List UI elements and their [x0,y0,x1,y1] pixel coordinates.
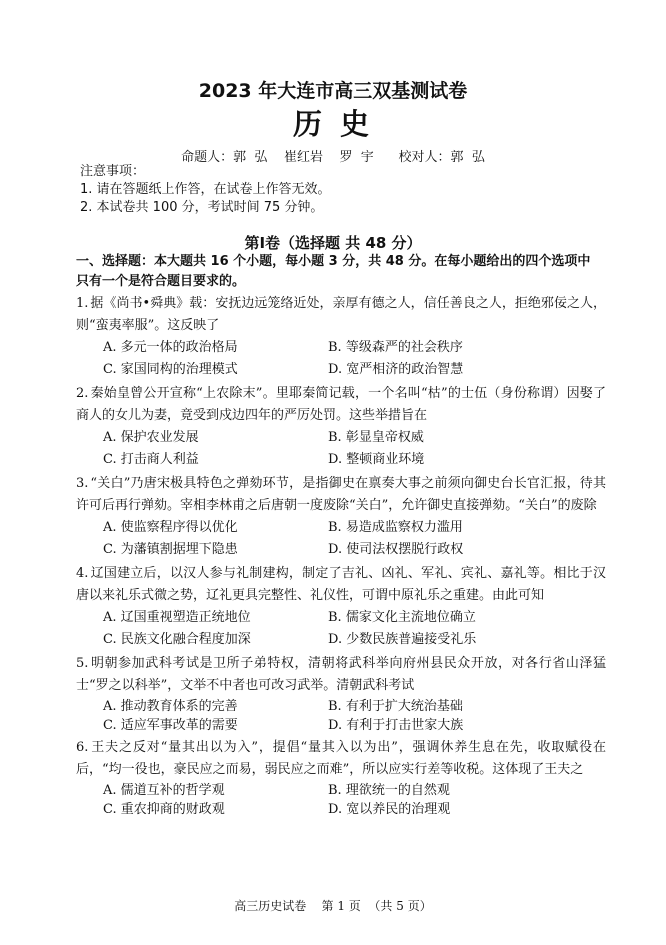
options [76,781,606,819]
option-c: C. 民族文化融合程度加深 [103,632,251,647]
notes-item: 1. 请在答题纸上作答，在试卷上作答无效。 [80,182,331,197]
question-6 [76,737,606,819]
option-d: D. 少数民族普遍接受礼乐 [328,632,477,647]
option-a: A. 多元一体的政治格局 [103,340,238,355]
option-c: C. 打击商人利益 [103,452,199,467]
option-b: B. 彰显皇帝权威 [328,430,424,445]
options [76,697,606,735]
option-c: C. 家国同构的治理模式 [103,362,238,377]
notes-item: 2. 本试卷共 100 分，考试时间 75 分钟。 [80,200,324,215]
option-d: D. 宽严相济的政治智慧 [328,362,464,377]
question-number: 3. [76,476,89,491]
question-stem: 辽国建立后，以汉人参与礼制建构，制定了吉礼、凶礼、军礼、宾礼、嘉礼等。相比于汉唐以来礼乐式微之势，辽礼更具完整性、礼仪性，可谓中原礼乐之重建。由此可知 [76,566,606,603]
question-number: 6. [76,740,89,755]
option-b: B. 有利于扩大统治基础 [328,699,463,714]
option-d: D. 宽以养民的治理观 [328,802,451,817]
options [76,337,606,381]
exam-authors: 命题人：郭 弘 崔红岩 罗 宇 校对人：郭 弘 [181,150,485,165]
option-a: A. 儒道互补的哲学观 [103,783,225,798]
question-number: 1. [76,296,89,311]
question-stem: “关白”乃唐宋极具特色之弹劾环节，是指御史在禀奏大事之前须向御史台长官汇报，待其许可后再行弹劾。宰相李林甫之后唐朝一度废除“关白”，允许御史直接弹劾。“关白”的废除 [76,476,606,513]
option-c: C. 重农抑商的财政观 [103,802,225,817]
question-stem: 王夫之反对“量其出以为入”，提倡“量其入以为出”，强调休养生息在先，收取赋役在后，“均一役也，豪民应之而易，弱民应之而难”，所以应实行差等收税。这体现了王夫之 [76,740,606,777]
notes-heading: 注意事项： [80,164,146,179]
question-5 [76,653,606,735]
exam-title: 2023 年大连市高三双基测试卷 [198,80,468,102]
notes-block [80,163,331,217]
question-4 [76,563,606,651]
option-b: B. 等级森严的社会秩序 [328,340,463,355]
option-d: D. 使司法权摆脱行政权 [328,542,464,557]
options [76,517,606,561]
section-title: 第Ⅰ卷（选择题 共 48 分） [244,234,422,252]
option-d: D. 有利于打击世家大族 [328,718,464,733]
question-stem: 秦始皇曾公开宣称“上农除末”。里耶秦简记载，一个名叫“枯”的士伍（身份称谓）因娶了商人的女儿为妻，竟受到戍边四年的严厉处罚。这些举措旨在 [76,386,606,423]
options [76,427,606,471]
question-number: 2. [76,386,89,401]
question-number: 5. [76,656,89,671]
section-intro: 一、选择题：本大题共 16 个小题，每小题 3 分，共 48 分。在每小题给出的四个选项中只有一个是符合题目要求的。 [76,254,591,289]
question-number: 4. [76,566,89,581]
option-b: B. 儒家文化主流地位确立 [328,610,476,625]
option-c: C. 为藩镇割据埋下隐患 [103,542,238,557]
question-2 [76,383,606,471]
option-a: A. 保护农业发展 [103,430,199,445]
page-footer: 高三历史试卷 第 1 页 （共 5 页） [234,899,432,913]
option-d: D. 整顿商业环境 [328,452,425,467]
option-c: C. 适应军事改革的需要 [103,718,238,733]
question-list [76,293,606,821]
question-stem: 明朝参加武科考试是卫所子弟特权，清朝将武科举向府州县民众开放，对各行省山泽猛士“罗之以科举”，文举不中者也可改习武举。清朝武科考试 [76,656,606,693]
option-b: B. 理欲统一的自然观 [328,783,450,798]
option-a: A. 使监察程序得以优化 [103,520,238,535]
options [76,607,606,651]
exam-subject: 历 史 [292,107,374,141]
question-stem: 据《尚书•舜典》载：安抚边远笼络近处，亲厚有德之人，信任善良之人，拒绝邪佞之人，则“蛮夷率服”。这反映了 [76,296,606,333]
question-1 [76,293,606,381]
option-a: A. 辽国重视塑造正统地位 [103,610,251,625]
option-b: B. 易造成监察权力滥用 [328,520,463,535]
option-a: A. 推动教育体系的完善 [103,699,238,714]
question-3 [76,473,606,561]
